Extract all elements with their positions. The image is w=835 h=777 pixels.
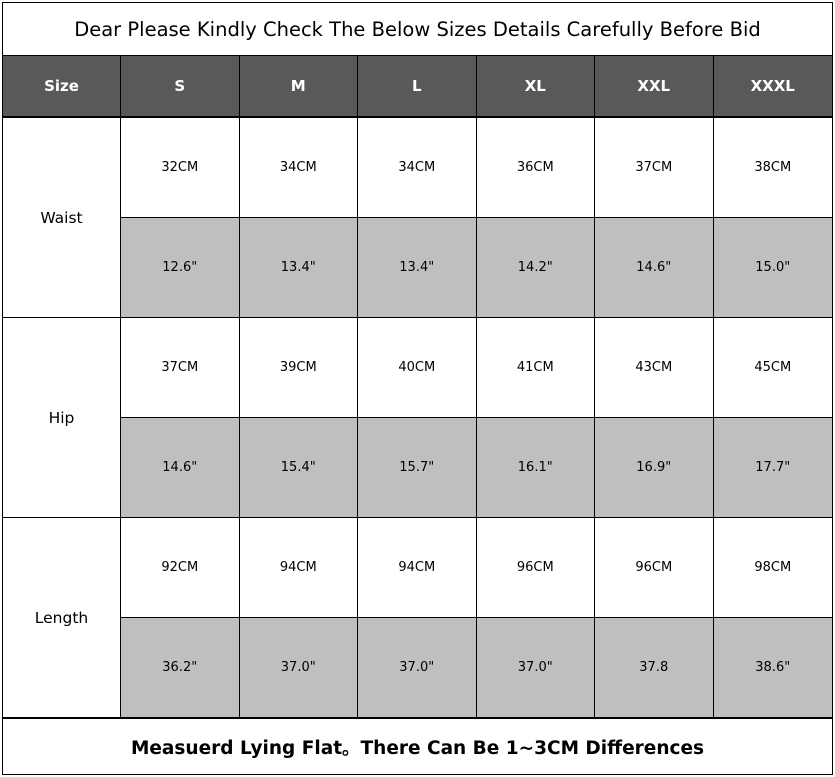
length-inch-m: 37.0" (240, 618, 359, 717)
waist-inch-m: 13.4" (240, 218, 359, 317)
length-inch-xxl: 37.8 (595, 618, 714, 717)
length-cm-s: 92CM (121, 518, 240, 617)
size-xl-header: XL (477, 56, 596, 116)
measurement-grid (3, 116, 832, 718)
waist-inch-s: 12.6" (121, 218, 240, 317)
size-l-header: L (358, 56, 477, 116)
size-chart (2, 2, 833, 775)
hip-cm-s: 37CM (121, 318, 240, 417)
size-m-header: M (240, 56, 359, 116)
hip-cm-xxxl: 45CM (754, 360, 792, 375)
waist-cm-xxl: 37CM (595, 118, 714, 217)
hip-cm-xxl: 43CM (595, 318, 714, 417)
hip-inch-xl: 16.1" (477, 418, 596, 517)
waist-cm-row (121, 118, 832, 218)
chart-title: Dear Please Kindly Check The Below Sizes Details Carefully Before Bid (3, 3, 832, 56)
waist-cm-l: 34CM (358, 118, 477, 217)
hip-cm-m: 39CM (240, 318, 359, 417)
hip-label: Hip (3, 318, 121, 517)
length-inch-xxxl: 38.6" (755, 660, 791, 675)
waist-label: Waist (3, 118, 121, 317)
hip-group (3, 318, 832, 518)
hip-inch-xxl: 16.9" (595, 418, 714, 517)
waist-cm-xl: 36CM (477, 118, 596, 217)
hip-inch-xxxl: 17.7" (755, 460, 791, 475)
waist-inch-row (121, 218, 832, 317)
hip-cm-l: 40CM (358, 318, 477, 417)
hip-cm-xl: 41CM (477, 318, 596, 417)
waist-cm-xxxl: 38CM (754, 160, 792, 175)
hip-inch-row (121, 418, 832, 517)
size-xxxl-header: XXXL (750, 77, 795, 95)
length-group (3, 518, 832, 718)
length-label: Length (3, 518, 121, 717)
length-inch-l: 37.0" (358, 618, 477, 717)
waist-cm-s: 32CM (121, 118, 240, 217)
waist-group (3, 118, 832, 318)
length-inch-s: 36.2" (121, 618, 240, 717)
measurement-note: Measuerd Lying Flat。There Can Be 1~3CM Differences (3, 718, 832, 774)
length-cm-m: 94CM (240, 518, 359, 617)
hip-cm-row (121, 318, 832, 418)
size-s-header: S (121, 56, 240, 116)
hip-inch-l: 15.7" (358, 418, 477, 517)
size-column-header: Size (3, 56, 121, 116)
length-cm-xl: 96CM (477, 518, 596, 617)
length-cm-xxl: 96CM (595, 518, 714, 617)
waist-inch-xl: 14.2" (477, 218, 596, 317)
waist-inch-xxl: 14.6" (595, 218, 714, 317)
size-xxl-header: XXL (595, 56, 714, 116)
length-inch-xl: 37.0" (477, 618, 596, 717)
size-header-row (3, 56, 832, 116)
hip-inch-m: 15.4" (240, 418, 359, 517)
length-inch-row (121, 618, 832, 717)
length-cm-xxxl: 98CM (754, 560, 792, 575)
length-cm-l: 94CM (358, 518, 477, 617)
waist-inch-xxxl: 15.0" (755, 260, 791, 275)
waist-cm-m: 34CM (240, 118, 359, 217)
hip-inch-s: 14.6" (121, 418, 240, 517)
waist-inch-l: 13.4" (358, 218, 477, 317)
length-cm-row (121, 518, 832, 618)
